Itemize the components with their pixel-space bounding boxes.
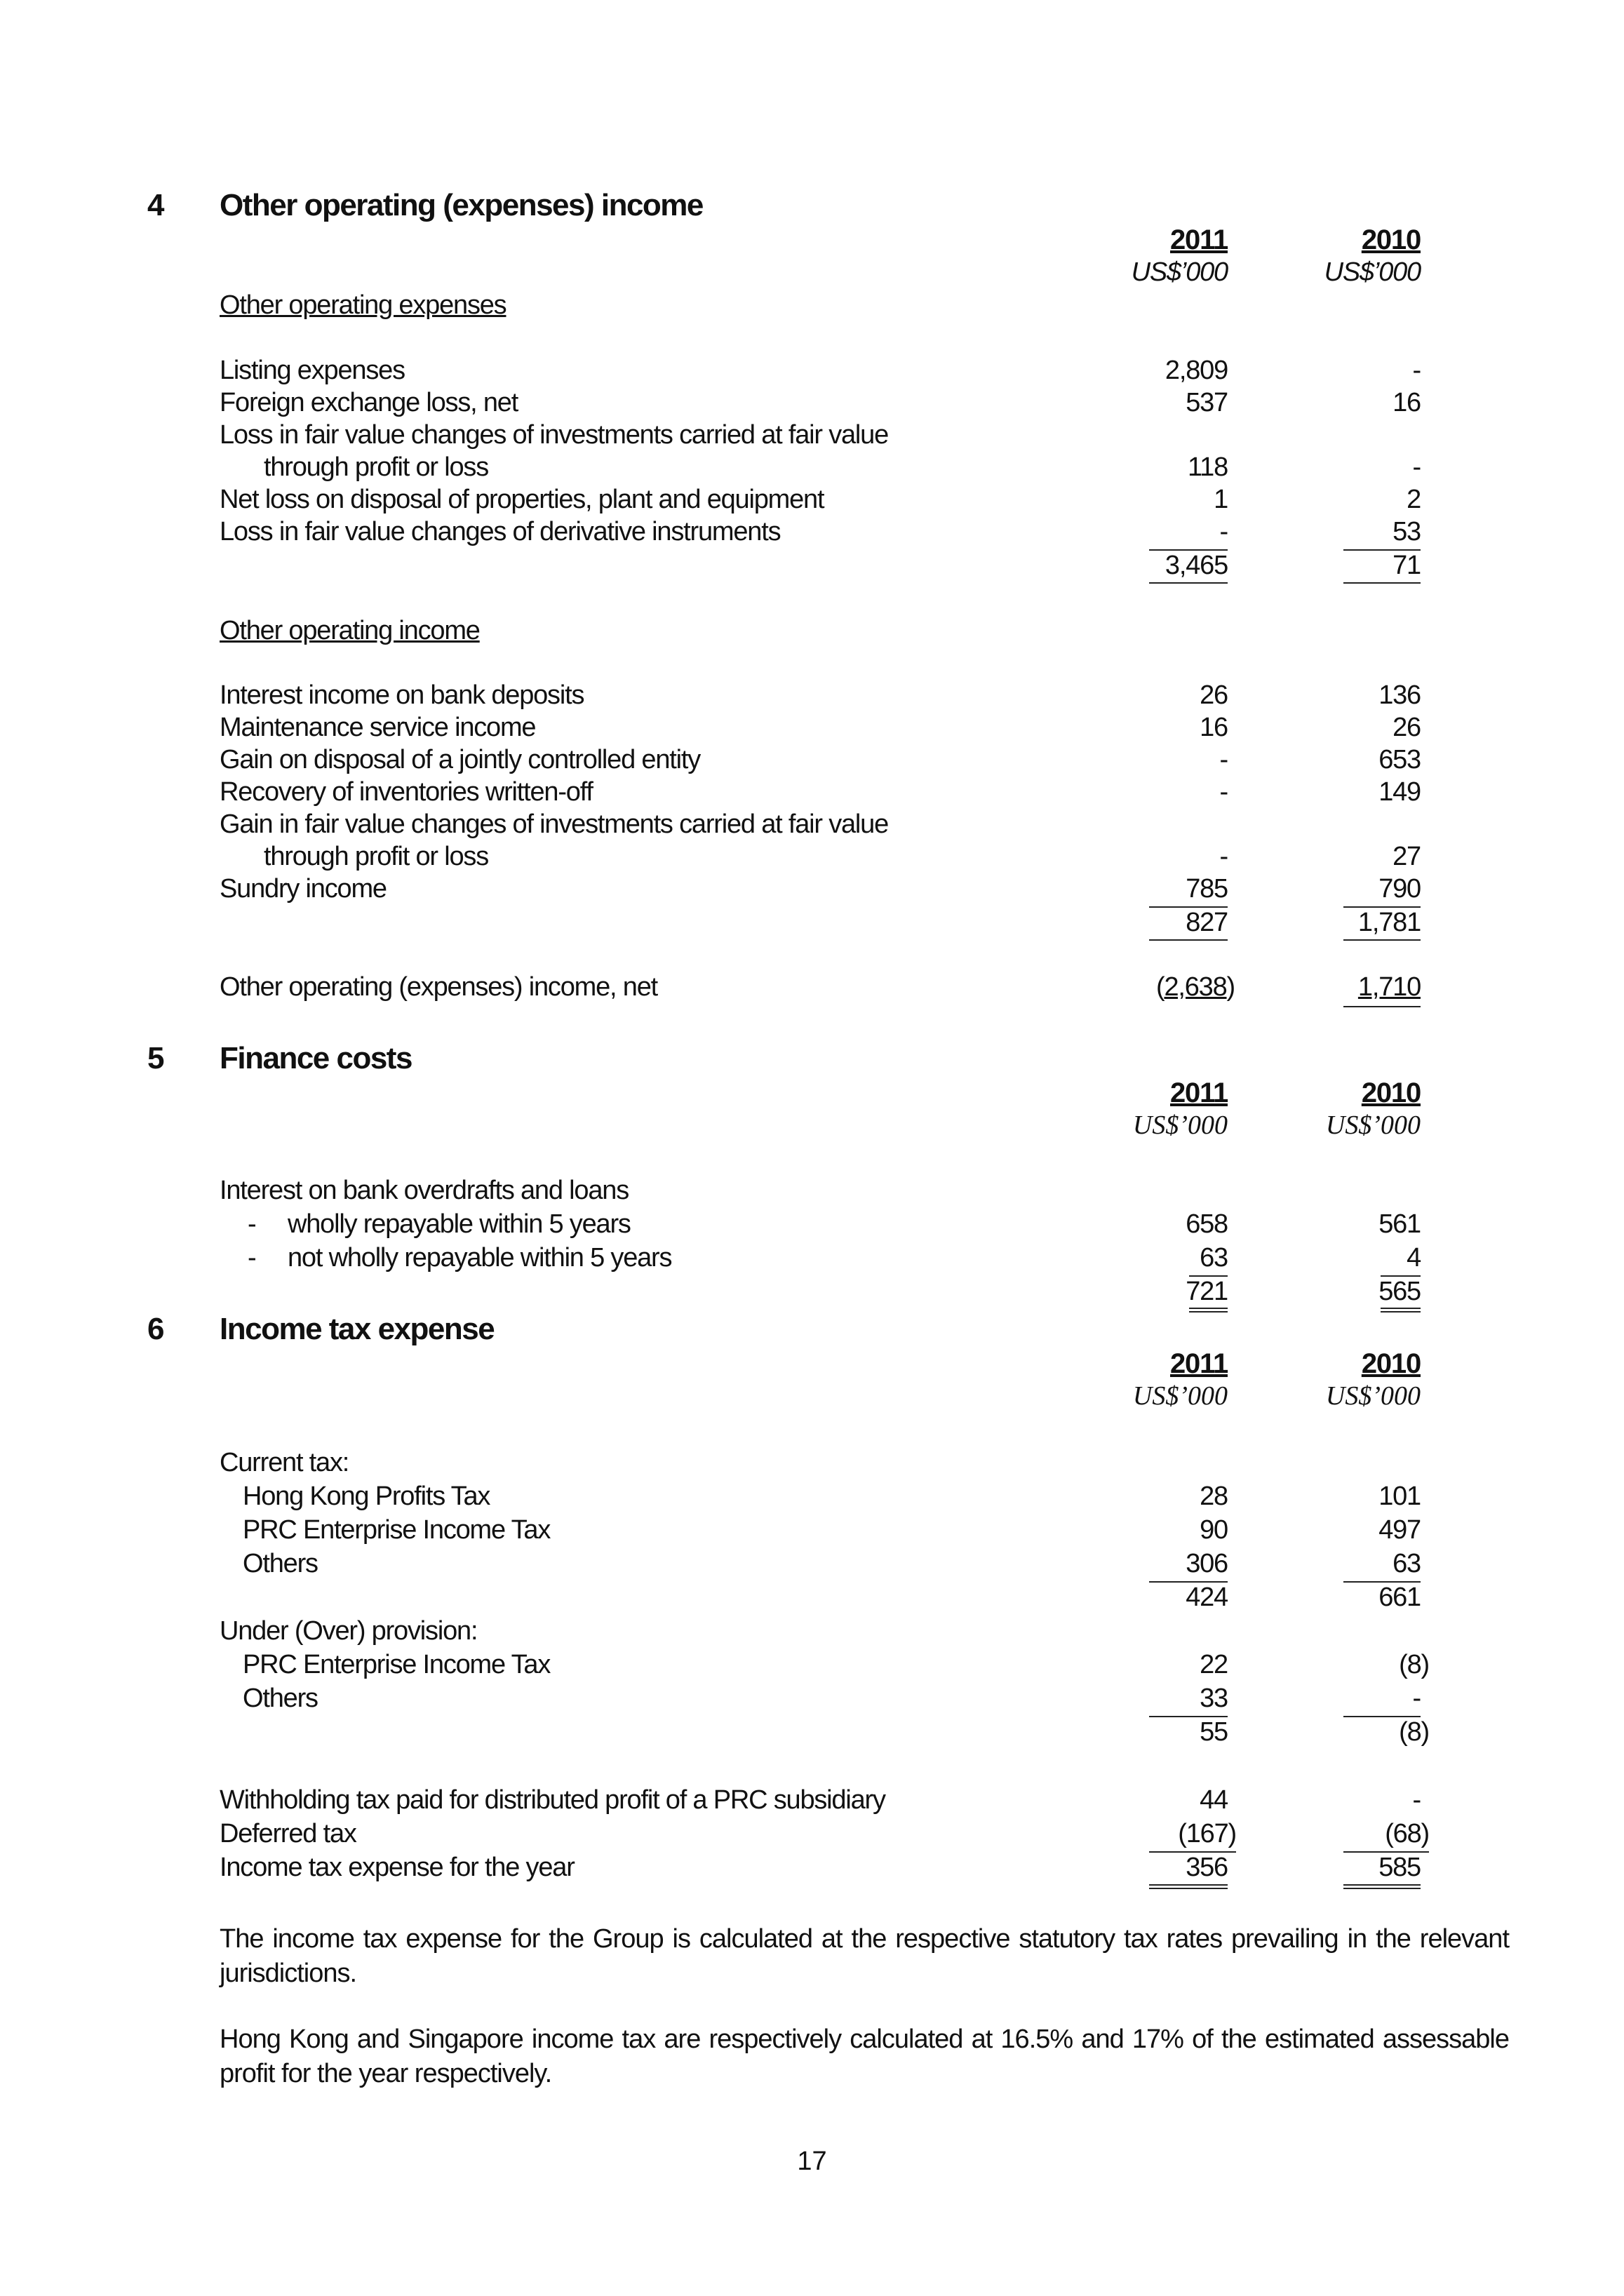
table-row: Gain on disposal of a jointly controlled entity xyxy=(220,745,701,774)
value-2010: 4 xyxy=(1407,1243,1421,1273)
table-row: PRC Enterprise Income Tax xyxy=(243,1515,551,1545)
total-rule xyxy=(1149,1888,1228,1889)
net-value-2010: 1,710 xyxy=(1357,972,1421,1002)
table-row: Sundry income xyxy=(220,874,387,904)
value-2010: 53 xyxy=(1393,517,1421,546)
col-header-2010: 2010 xyxy=(1361,1348,1421,1379)
col-unit-2011: US$’000 xyxy=(1132,1110,1228,1140)
value-2011: 118 xyxy=(1188,452,1228,482)
col-header-2010: 2010 xyxy=(1361,1077,1421,1108)
table-row: Interest income on bank deposits xyxy=(220,680,584,710)
col-unit-2010: US$’000 xyxy=(1324,257,1421,287)
total-rule xyxy=(1189,1308,1228,1309)
subheading-under-over-provision: Under (Over) provision: xyxy=(220,1616,478,1646)
net-value-2011: (2,638) xyxy=(1155,972,1235,1002)
total-rule xyxy=(1149,939,1228,941)
table-row: Recovery of inventories written-off xyxy=(220,777,593,807)
col-unit-2010: US$’000 xyxy=(1325,1110,1421,1140)
value-2011: 537 xyxy=(1186,388,1228,417)
table-row: Deferred tax xyxy=(220,1819,356,1848)
table-row: Withholding tax paid for distributed profit of a PRC subsidiary xyxy=(220,1785,885,1815)
total-rule xyxy=(1343,1006,1421,1007)
tax-rate-paragraph: Hong Kong and Singapore income tax are respectively calculated at 16.5% and 17% of the estimated assessable profit for the year respectively. xyxy=(220,2025,1509,2088)
total-rule xyxy=(1189,1311,1228,1313)
value-2010: - xyxy=(1412,1785,1421,1815)
table-row: Loss in fair value changes of investments carried at fair value xyxy=(220,420,889,450)
table-row: Net loss on disposal of properties, plant and equipment xyxy=(220,485,824,514)
table-row: Listing expenses xyxy=(220,356,405,385)
total-rule xyxy=(1381,1311,1421,1313)
tax-note-paragraph: The income tax expense for the Group is calculated at the respective statutory tax rates prevailing in the relevant jurisdictions. xyxy=(220,1924,1509,1988)
value-2011: 658 xyxy=(1186,1209,1228,1239)
subtotal-2011: 424 xyxy=(1186,1583,1228,1612)
value-2011: - xyxy=(1219,842,1228,871)
section-title: Finance costs xyxy=(220,1041,412,1075)
total-2011: 356 xyxy=(1186,1853,1228,1882)
value-2011: 1 xyxy=(1214,485,1228,514)
value-2010: 26 xyxy=(1393,713,1421,742)
subtotal-2011: 3,465 xyxy=(1165,551,1228,580)
col-unit-2011: US$’000 xyxy=(1132,1381,1228,1411)
value-2011: 2,809 xyxy=(1165,356,1228,385)
subtotal-2010: (8) xyxy=(1399,1717,1429,1747)
subtotal-2010: 1,781 xyxy=(1357,908,1421,937)
table-row: Foreign exchange loss, net xyxy=(220,388,518,417)
value-2010: - xyxy=(1412,356,1421,385)
value-2010: - xyxy=(1412,452,1421,482)
section-number: 6 xyxy=(147,1312,163,1346)
value-2011: 306 xyxy=(1186,1549,1228,1578)
total-rule xyxy=(1381,1308,1421,1309)
value-2011: 90 xyxy=(1200,1515,1228,1545)
value-2010: 27 xyxy=(1393,842,1421,871)
section-title: Income tax expense xyxy=(220,1312,495,1346)
value-2010: 136 xyxy=(1378,680,1421,710)
table-row: Others xyxy=(243,1549,318,1578)
section-title: Other operating (expenses) income xyxy=(220,188,703,222)
total-rule xyxy=(1343,582,1421,584)
total-rule xyxy=(1343,1884,1421,1886)
col-unit-2010: US$’000 xyxy=(1325,1381,1421,1411)
value-2011: 44 xyxy=(1200,1785,1228,1815)
value-2010: (8) xyxy=(1399,1650,1429,1679)
table-row: Others xyxy=(243,1684,318,1713)
table-row: - wholly repayable within 5 years xyxy=(248,1209,631,1239)
value-2010: 653 xyxy=(1378,745,1421,774)
value-2010: 497 xyxy=(1378,1515,1421,1545)
table-row: Gain in fair value changes of investments carried at fair value xyxy=(220,810,889,839)
col-unit-2011: US$’000 xyxy=(1131,257,1228,287)
total-2010: 565 xyxy=(1378,1277,1421,1306)
value-2010: 2 xyxy=(1407,485,1421,514)
value-2011: (167) xyxy=(1178,1819,1236,1848)
value-2011: - xyxy=(1219,777,1228,807)
subtotal-2010: 71 xyxy=(1393,551,1421,580)
value-2010: 790 xyxy=(1378,874,1421,904)
table-row: through profit or loss xyxy=(264,842,488,871)
col-header-2010: 2010 xyxy=(1361,224,1421,255)
value-2011: 22 xyxy=(1200,1650,1228,1679)
value-2010: 16 xyxy=(1393,388,1421,417)
subheading-current-tax: Current tax: xyxy=(220,1448,349,1477)
table-row: Interest on bank overdrafts and loans xyxy=(220,1176,629,1205)
total-2011: 721 xyxy=(1186,1277,1228,1306)
total-2010: 585 xyxy=(1378,1853,1421,1882)
page-number: 17 xyxy=(797,2147,827,2176)
value-2011: 63 xyxy=(1200,1243,1228,1273)
table-row: - not wholly repayable within 5 years xyxy=(248,1243,672,1273)
value-2010: 63 xyxy=(1393,1549,1421,1578)
value-2010: 149 xyxy=(1378,777,1421,807)
subtotal-2011: 55 xyxy=(1200,1717,1228,1747)
table-row: Loss in fair value changes of derivative instruments xyxy=(220,517,781,546)
total-rule xyxy=(1343,939,1421,941)
value-2011: - xyxy=(1219,517,1228,546)
table-row: Hong Kong Profits Tax xyxy=(243,1482,490,1511)
section-number: 5 xyxy=(147,1041,163,1075)
value-2011: 785 xyxy=(1186,874,1228,904)
value-2011: 16 xyxy=(1200,713,1228,742)
subheading-expenses: Other operating expenses xyxy=(220,290,506,320)
col-header-2011: 2011 xyxy=(1170,1077,1228,1108)
total-rule xyxy=(1149,1884,1228,1886)
value-2010: 101 xyxy=(1378,1482,1421,1511)
table-row-net: Other operating (expenses) income, net xyxy=(220,972,657,1002)
table-row-total: Income tax expense for the year xyxy=(220,1853,575,1882)
value-2010: (68) xyxy=(1385,1819,1429,1848)
value-2011: 28 xyxy=(1200,1482,1228,1511)
value-2010: - xyxy=(1412,1684,1421,1713)
value-2011: 26 xyxy=(1200,680,1228,710)
col-header-2011: 2011 xyxy=(1170,224,1228,255)
value-2011: - xyxy=(1219,745,1228,774)
subtotal-2011: 827 xyxy=(1186,908,1228,937)
total-rule xyxy=(1149,582,1228,584)
subheading-income: Other operating income xyxy=(220,616,480,645)
value-2010: 561 xyxy=(1378,1209,1421,1239)
value-2011: 33 xyxy=(1200,1684,1228,1713)
total-rule xyxy=(1343,1888,1421,1889)
col-header-2011: 2011 xyxy=(1170,1348,1228,1379)
section-number: 4 xyxy=(147,188,163,222)
table-row: PRC Enterprise Income Tax xyxy=(243,1650,551,1679)
table-row: Maintenance service income xyxy=(220,713,536,742)
subtotal-2010: 661 xyxy=(1378,1583,1421,1612)
table-row: through profit or loss xyxy=(264,452,488,482)
